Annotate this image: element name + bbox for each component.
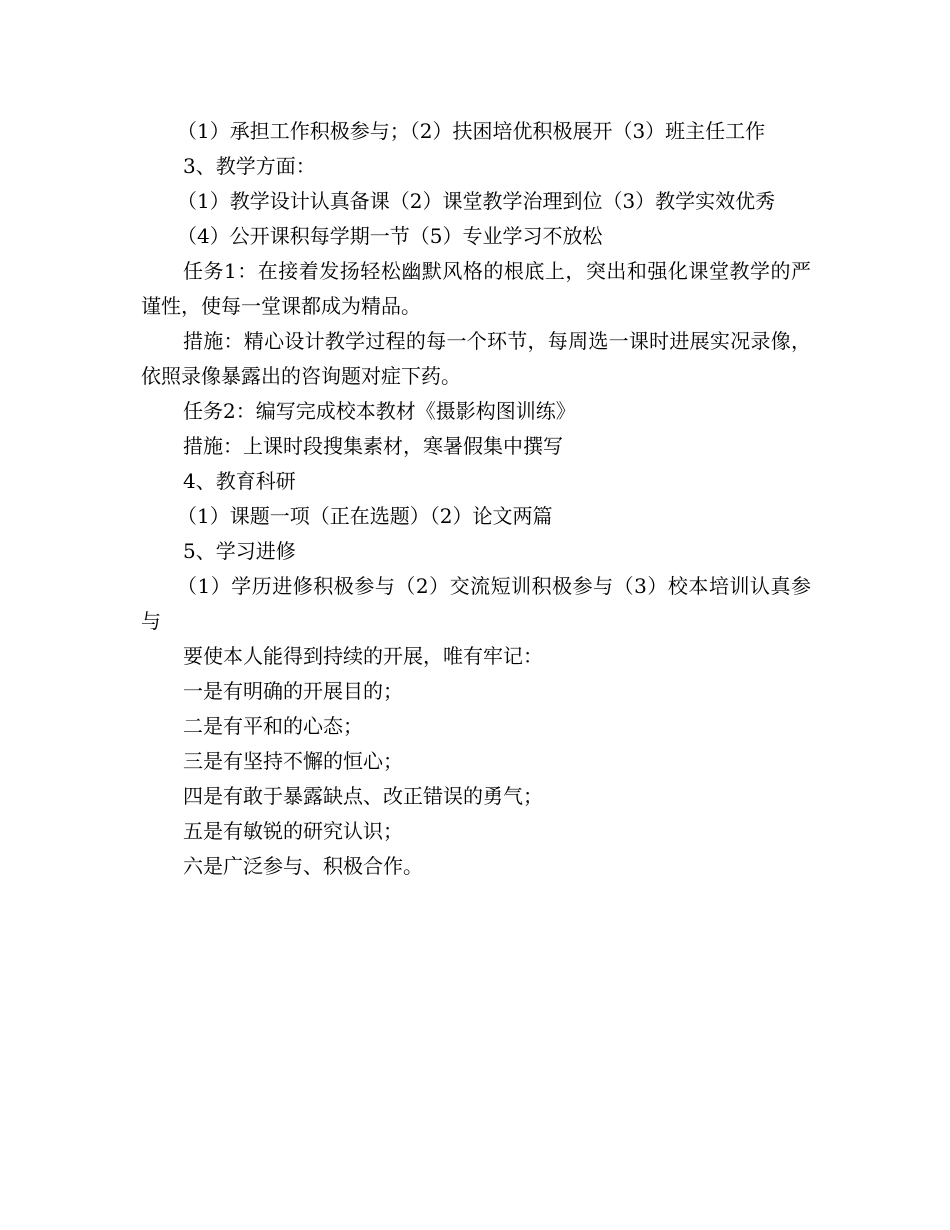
paragraph-duties-list: （1）承担工作积极参与；（2）扶困培优积极展开（3）班主任工作 (177, 119, 766, 143)
list-item-goal-6: 六是广泛参与、积极合作。 (183, 854, 423, 878)
list-item-goal-3: 三是有坚持不懈的恒心； (183, 749, 403, 773)
document-page (141, 114, 811, 884)
paragraph-measure-1: 措施：精心设计教学过程的每一个环节，每周选一课时进展实况录像，依照录像暴露出的咨询题对症下药。 (141, 329, 811, 388)
heading-research: 4、教育科研 (183, 469, 296, 493)
list-item-goal-1: 一是有明确的开展目的； (183, 679, 403, 703)
heading-teaching: 3、教学方面： (183, 154, 316, 178)
list-item-goal-2: 二是有平和的心态； (183, 714, 363, 738)
list-item-goal-5: 五是有敏锐的研究认识； (183, 819, 403, 843)
paragraph-task-2: 任务2：编写完成校本教材《摄影构图训练》 (183, 399, 576, 423)
paragraph-teaching-items-2: （4）公开课积每学期一节（5）专业学习不放松 (177, 224, 603, 248)
paragraph-teaching-items-1: （1）教学设计认真备课（2）课堂教学治理到位（3）教学实效优秀 (177, 189, 776, 213)
heading-study: 5、学习进修 (183, 539, 296, 563)
paragraph-summary-intro: 要使本人能得到持续的开展，唯有牢记： (183, 644, 543, 668)
list-item-goal-4: 四是有敢于暴露缺点、改正错误的勇气； (183, 784, 543, 808)
paragraph-measure-2: 措施：上课时段搜集素材，寒暑假集中撰写 (183, 434, 563, 458)
paragraph-research-items: （1）课题一项（正在选题）（2）论文两篇 (177, 504, 553, 528)
paragraph-study-items: （1）学历进修积极参与（2）交流短训积极参与（3）校本培训认真参与 (141, 574, 811, 633)
paragraph-task-1: 任务1：在接着发扬轻松幽默风格的根底上，突出和强化课堂教学的严谨性，使每一堂课都成为精品。 (141, 259, 811, 318)
